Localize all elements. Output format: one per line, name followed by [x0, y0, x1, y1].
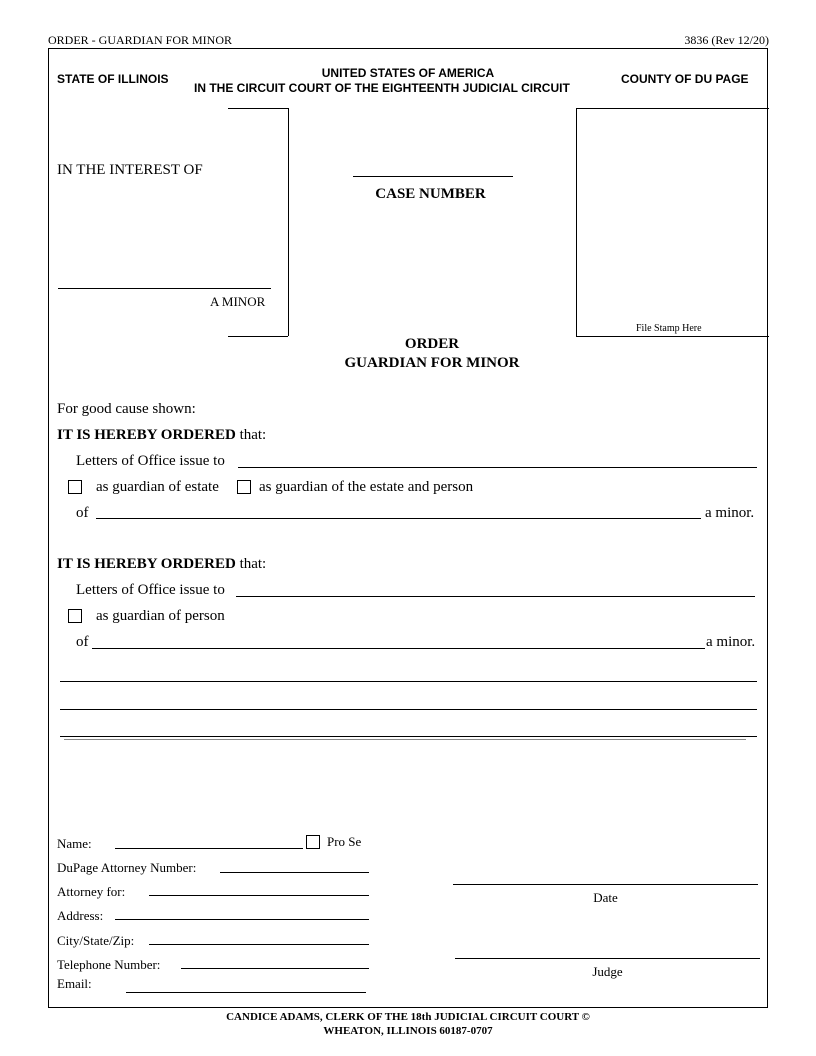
bracket-top — [228, 108, 288, 109]
file-stamp-box — [576, 108, 769, 337]
telephone-line[interactable] — [181, 968, 369, 969]
letters-issue-line-1[interactable] — [238, 467, 757, 468]
estate-checkbox[interactable] — [68, 480, 82, 494]
letters-issue-line-2[interactable] — [236, 596, 755, 597]
city-state-zip-label: City/State/Zip: — [57, 933, 135, 948]
ordered-bold: IT IS HEREBY ORDERED — [57, 556, 236, 572]
name-label: Name: — [57, 836, 92, 851]
email-line[interactable] — [126, 992, 366, 993]
letters-issue-label: Letters of Office issue to — [76, 582, 225, 598]
email-label: Email: — [57, 976, 92, 991]
ordered-heading-1 — [57, 427, 266, 444]
judge-line[interactable] — [455, 958, 760, 959]
case-number-label: CASE NUMBER — [375, 186, 486, 202]
additional-line-3[interactable] — [60, 736, 757, 737]
interest-of-label: IN THE INTEREST OF — [57, 162, 203, 178]
a-minor-label: a minor. — [705, 505, 755, 521]
date-label: Date — [593, 890, 618, 905]
form-title: ORDER - GUARDIAN FOR MINOR — [48, 33, 233, 47]
order-title: ORDER — [404, 336, 460, 352]
minor-name-line[interactable] — [58, 288, 271, 289]
name-line[interactable] — [115, 848, 303, 849]
order-subtitle: GUARDIAN FOR MINOR — [344, 355, 520, 371]
address-label: Address: — [57, 908, 104, 923]
telephone-label: Telephone Number: — [57, 957, 161, 972]
state-label: STATE OF ILLINOIS — [57, 72, 169, 86]
estate-person-checkbox[interactable] — [237, 480, 251, 494]
county-label: COUNTY OF DU PAGE — [621, 72, 749, 86]
case-number-line[interactable] — [353, 176, 513, 177]
judge-label: Judge — [592, 964, 623, 979]
additional-line-1[interactable] — [60, 681, 757, 682]
person-checkbox[interactable] — [68, 609, 82, 623]
ordered-rest: that: — [235, 556, 267, 572]
country-label: UNITED STATES OF AMERICA — [321, 66, 495, 80]
of-label: of — [76, 634, 89, 650]
of-label: of — [76, 505, 89, 521]
attorney-for-label: Attorney for: — [57, 884, 126, 899]
minor-line-2[interactable] — [92, 648, 705, 649]
footer-address: WHEATON, ILLINOIS 60187-0707 — [323, 1025, 493, 1037]
estate-person-option-label: as guardian of the estate and person — [259, 479, 474, 495]
good-cause-text: For good cause shown: — [57, 401, 196, 417]
pro-se-checkbox[interactable] — [306, 835, 320, 849]
ordered-bold: IT IS HEREBY ORDERED — [57, 427, 236, 443]
address-line[interactable] — [115, 919, 369, 920]
letters-issue-label: Letters of Office issue to — [76, 453, 225, 469]
attorney-for-line[interactable] — [149, 895, 369, 896]
ordered-rest: that: — [235, 427, 267, 443]
pro-se-label: Pro Se — [327, 834, 362, 849]
city-state-zip-line[interactable] — [149, 944, 369, 945]
a-minor-label: a minor. — [706, 634, 756, 650]
form-number: 3836 (Rev 12/20) — [684, 33, 769, 47]
person-option-label: as guardian of person — [96, 608, 225, 624]
minor-label: A MINOR — [210, 294, 266, 309]
minor-line-1[interactable] — [96, 518, 701, 519]
estate-option-label: as guardian of estate — [96, 479, 219, 495]
dupage-number-label: DuPage Attorney Number: — [57, 860, 197, 875]
ordered-heading-2 — [57, 556, 266, 573]
additional-line-2[interactable] — [60, 709, 757, 710]
date-line[interactable] — [453, 884, 758, 885]
bracket-side — [288, 108, 289, 336]
bracket-bottom — [228, 336, 288, 337]
court-label: IN THE CIRCUIT COURT OF THE EIGHTEENTH JUDICIAL CIRCUIT — [194, 81, 570, 95]
file-stamp-label: File Stamp Here — [636, 323, 702, 334]
footer-clerk: CANDICE ADAMS, CLERK OF THE 18th JUDICIAL CIRCUIT COURT © — [226, 1011, 590, 1023]
dupage-number-line[interactable] — [220, 872, 369, 873]
additional-line-3-shadow — [64, 739, 746, 740]
